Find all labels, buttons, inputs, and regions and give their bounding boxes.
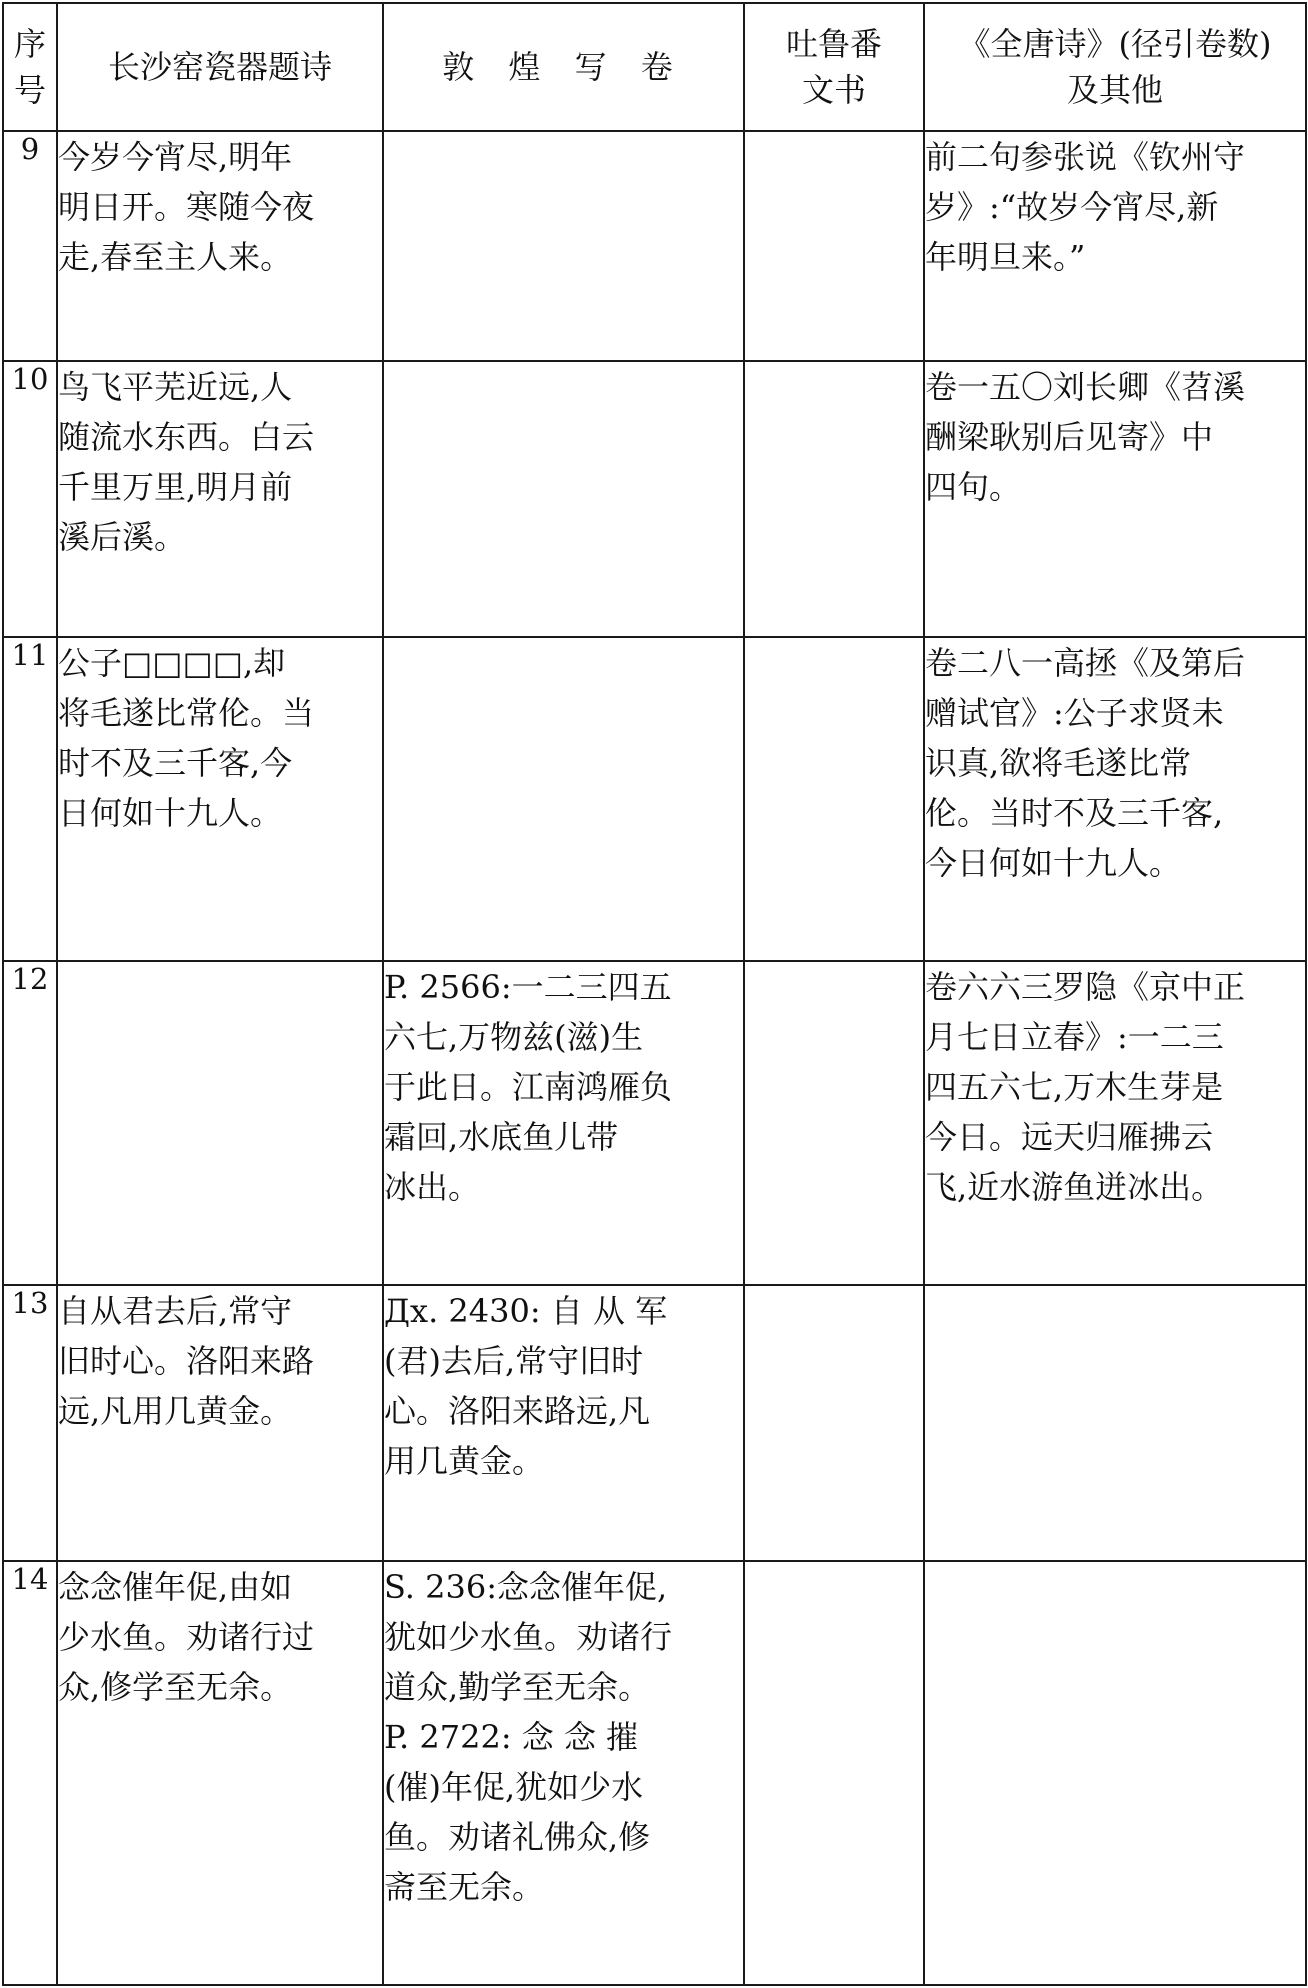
cell-line: S. 236:念念催年促, [384, 1568, 668, 1606]
cell-line: 少水鱼。劝诸行过 [58, 1618, 315, 1656]
cell-line: 四五六七,万木生芽是 [925, 1068, 1224, 1106]
cell-line: 旧时心。洛阳来路 [58, 1342, 315, 1380]
cell-line: 念念催年促,由如 [58, 1568, 293, 1606]
header-quantangshi-line: 及其他 [1066, 71, 1163, 109]
cell-line: 卷六六三罗隐《京中正 [925, 968, 1246, 1006]
table-body [3, 131, 1306, 1985]
row-number: 10 [3, 361, 57, 637]
cell-quantangshi [924, 131, 1306, 361]
cell-dunhuang [383, 131, 744, 361]
header-quantangshi-line: 《全唐诗》(径引卷数) [958, 25, 1272, 63]
cell-changsha [57, 1561, 383, 1985]
cell-changsha [57, 961, 383, 1285]
cell-line: 犹如少水鱼。劝诸行 [384, 1618, 673, 1656]
cell-line: 飞,近水游鱼迸冰出。 [925, 1168, 1224, 1206]
table-row [3, 361, 1306, 637]
header-turfan-line: 文书 [801, 71, 866, 109]
row-number: 11 [3, 637, 57, 961]
cell-line: P. 2722: 念 念 摧 [384, 1718, 639, 1756]
cell-line: 斋至无余。 [384, 1868, 545, 1906]
cell-line: 六七,万物兹(滋)生 [384, 1018, 644, 1056]
header-quantangshi [924, 3, 1306, 131]
cell-line: P. 2566:一二三四五 [384, 968, 672, 1006]
cell-line: 将毛遂比常伦。当 [58, 694, 315, 732]
cell-line: 今日。远天归雁拂云 [925, 1118, 1214, 1156]
cell-changsha [57, 131, 383, 361]
cell-line: 远,凡用几黄金。 [58, 1392, 293, 1430]
cell-dunhuang [383, 361, 744, 637]
header-dunhuang: 敦 煌 写 卷 [383, 3, 744, 131]
cell-quantangshi [924, 637, 1306, 961]
cell-turfan [744, 1285, 924, 1561]
cell-line: 日何如十九人。 [58, 794, 283, 832]
cell-line: 前二句参张说《钦州守 [925, 138, 1246, 176]
cell-turfan [744, 1561, 924, 1985]
header-row [3, 3, 1306, 131]
cell-quantangshi [924, 1561, 1306, 1985]
header-turfan-line: 吐鲁番 [785, 25, 882, 63]
cell-line: 月七日立春》:一二三 [925, 1018, 1224, 1056]
cell-line: 岁》:“故岁今宵尽,新 [925, 188, 1219, 226]
cell-line: 年明旦来。” [925, 238, 1086, 276]
cell-line: 四句。 [925, 468, 1022, 506]
cell-quantangshi [924, 1285, 1306, 1561]
header-changsha: 长沙窑瓷器题诗 [57, 3, 383, 131]
cell-line: 鸟飞平芜近远,人 [58, 368, 293, 406]
cell-line: 用几黄金。 [384, 1442, 545, 1480]
cell-quantangshi [924, 361, 1306, 637]
cell-line: 于此日。江南鸿雁负 [384, 1068, 673, 1106]
cell-line: 道众,勤学至无余。 [384, 1668, 651, 1706]
cell-line: 今日何如十九人。 [925, 844, 1182, 882]
cell-line: 随流水东西。白云 [58, 418, 315, 456]
cell-dunhuang [383, 961, 744, 1285]
cell-line: 走,春至主人来。 [58, 238, 293, 276]
row-number: 13 [3, 1285, 57, 1561]
row-number: 12 [3, 961, 57, 1285]
cell-turfan [744, 961, 924, 1285]
cell-line: 公子□□□□,却 [58, 644, 286, 682]
table-row [3, 637, 1306, 961]
cell-line: 赠试官》:公子求贤未 [925, 694, 1224, 732]
cell-changsha [57, 361, 383, 637]
table-row [3, 1285, 1306, 1561]
cell-line: 溪后溪。 [58, 518, 187, 556]
header-number-line: 序 [13, 25, 46, 63]
cell-changsha [57, 637, 383, 961]
cell-line: 卷一五〇刘长卿《苕溪 [925, 368, 1246, 406]
cell-line: 时不及三千客,今 [58, 744, 293, 782]
cell-line: 卷二八一高拯《及第后 [925, 644, 1246, 682]
cell-turfan [744, 637, 924, 961]
header-number-line: 号 [13, 71, 46, 109]
header-turfan [744, 3, 924, 131]
cell-dunhuang [383, 1285, 744, 1561]
cell-turfan [744, 131, 924, 361]
cell-line: 识真,欲将毛遂比常 [925, 744, 1192, 782]
cell-line: 心。洛阳来路远,凡 [384, 1392, 651, 1430]
cell-line: 伦。当时不及三千客, [925, 794, 1224, 832]
row-number: 9 [3, 131, 57, 361]
cell-line: (催)年促,犹如少水 [384, 1768, 644, 1806]
cell-line: Дх. 2430: 自 从 军 [384, 1292, 668, 1330]
cell-line: 明日开。寒随今夜 [58, 188, 315, 226]
cell-quantangshi [924, 961, 1306, 1285]
row-number: 14 [3, 1561, 57, 1985]
cell-line: 霜回,水底鱼儿带 [384, 1118, 619, 1156]
cell-dunhuang [383, 637, 744, 961]
table-row [3, 131, 1306, 361]
cell-turfan [744, 361, 924, 637]
cell-dunhuang [383, 1561, 744, 1985]
cell-line: 冰出。 [384, 1168, 481, 1206]
header-number [3, 3, 57, 131]
cell-line: 自从君去后,常守 [58, 1292, 293, 1330]
poem-comparison-table [2, 2, 1307, 1986]
cell-changsha [57, 1285, 383, 1561]
cell-line: 众,修学至无余。 [58, 1668, 293, 1706]
cell-line: (君)去后,常守旧时 [384, 1342, 644, 1380]
cell-line: 今岁今宵尽,明年 [58, 138, 293, 176]
cell-line: 千里万里,明月前 [58, 468, 293, 506]
table-row [3, 1561, 1306, 1985]
cell-line: 鱼。劝诸礼佛众,修 [384, 1818, 651, 1856]
table-row [3, 961, 1306, 1285]
cell-line: 酬梁耿别后见寄》中 [925, 418, 1214, 456]
